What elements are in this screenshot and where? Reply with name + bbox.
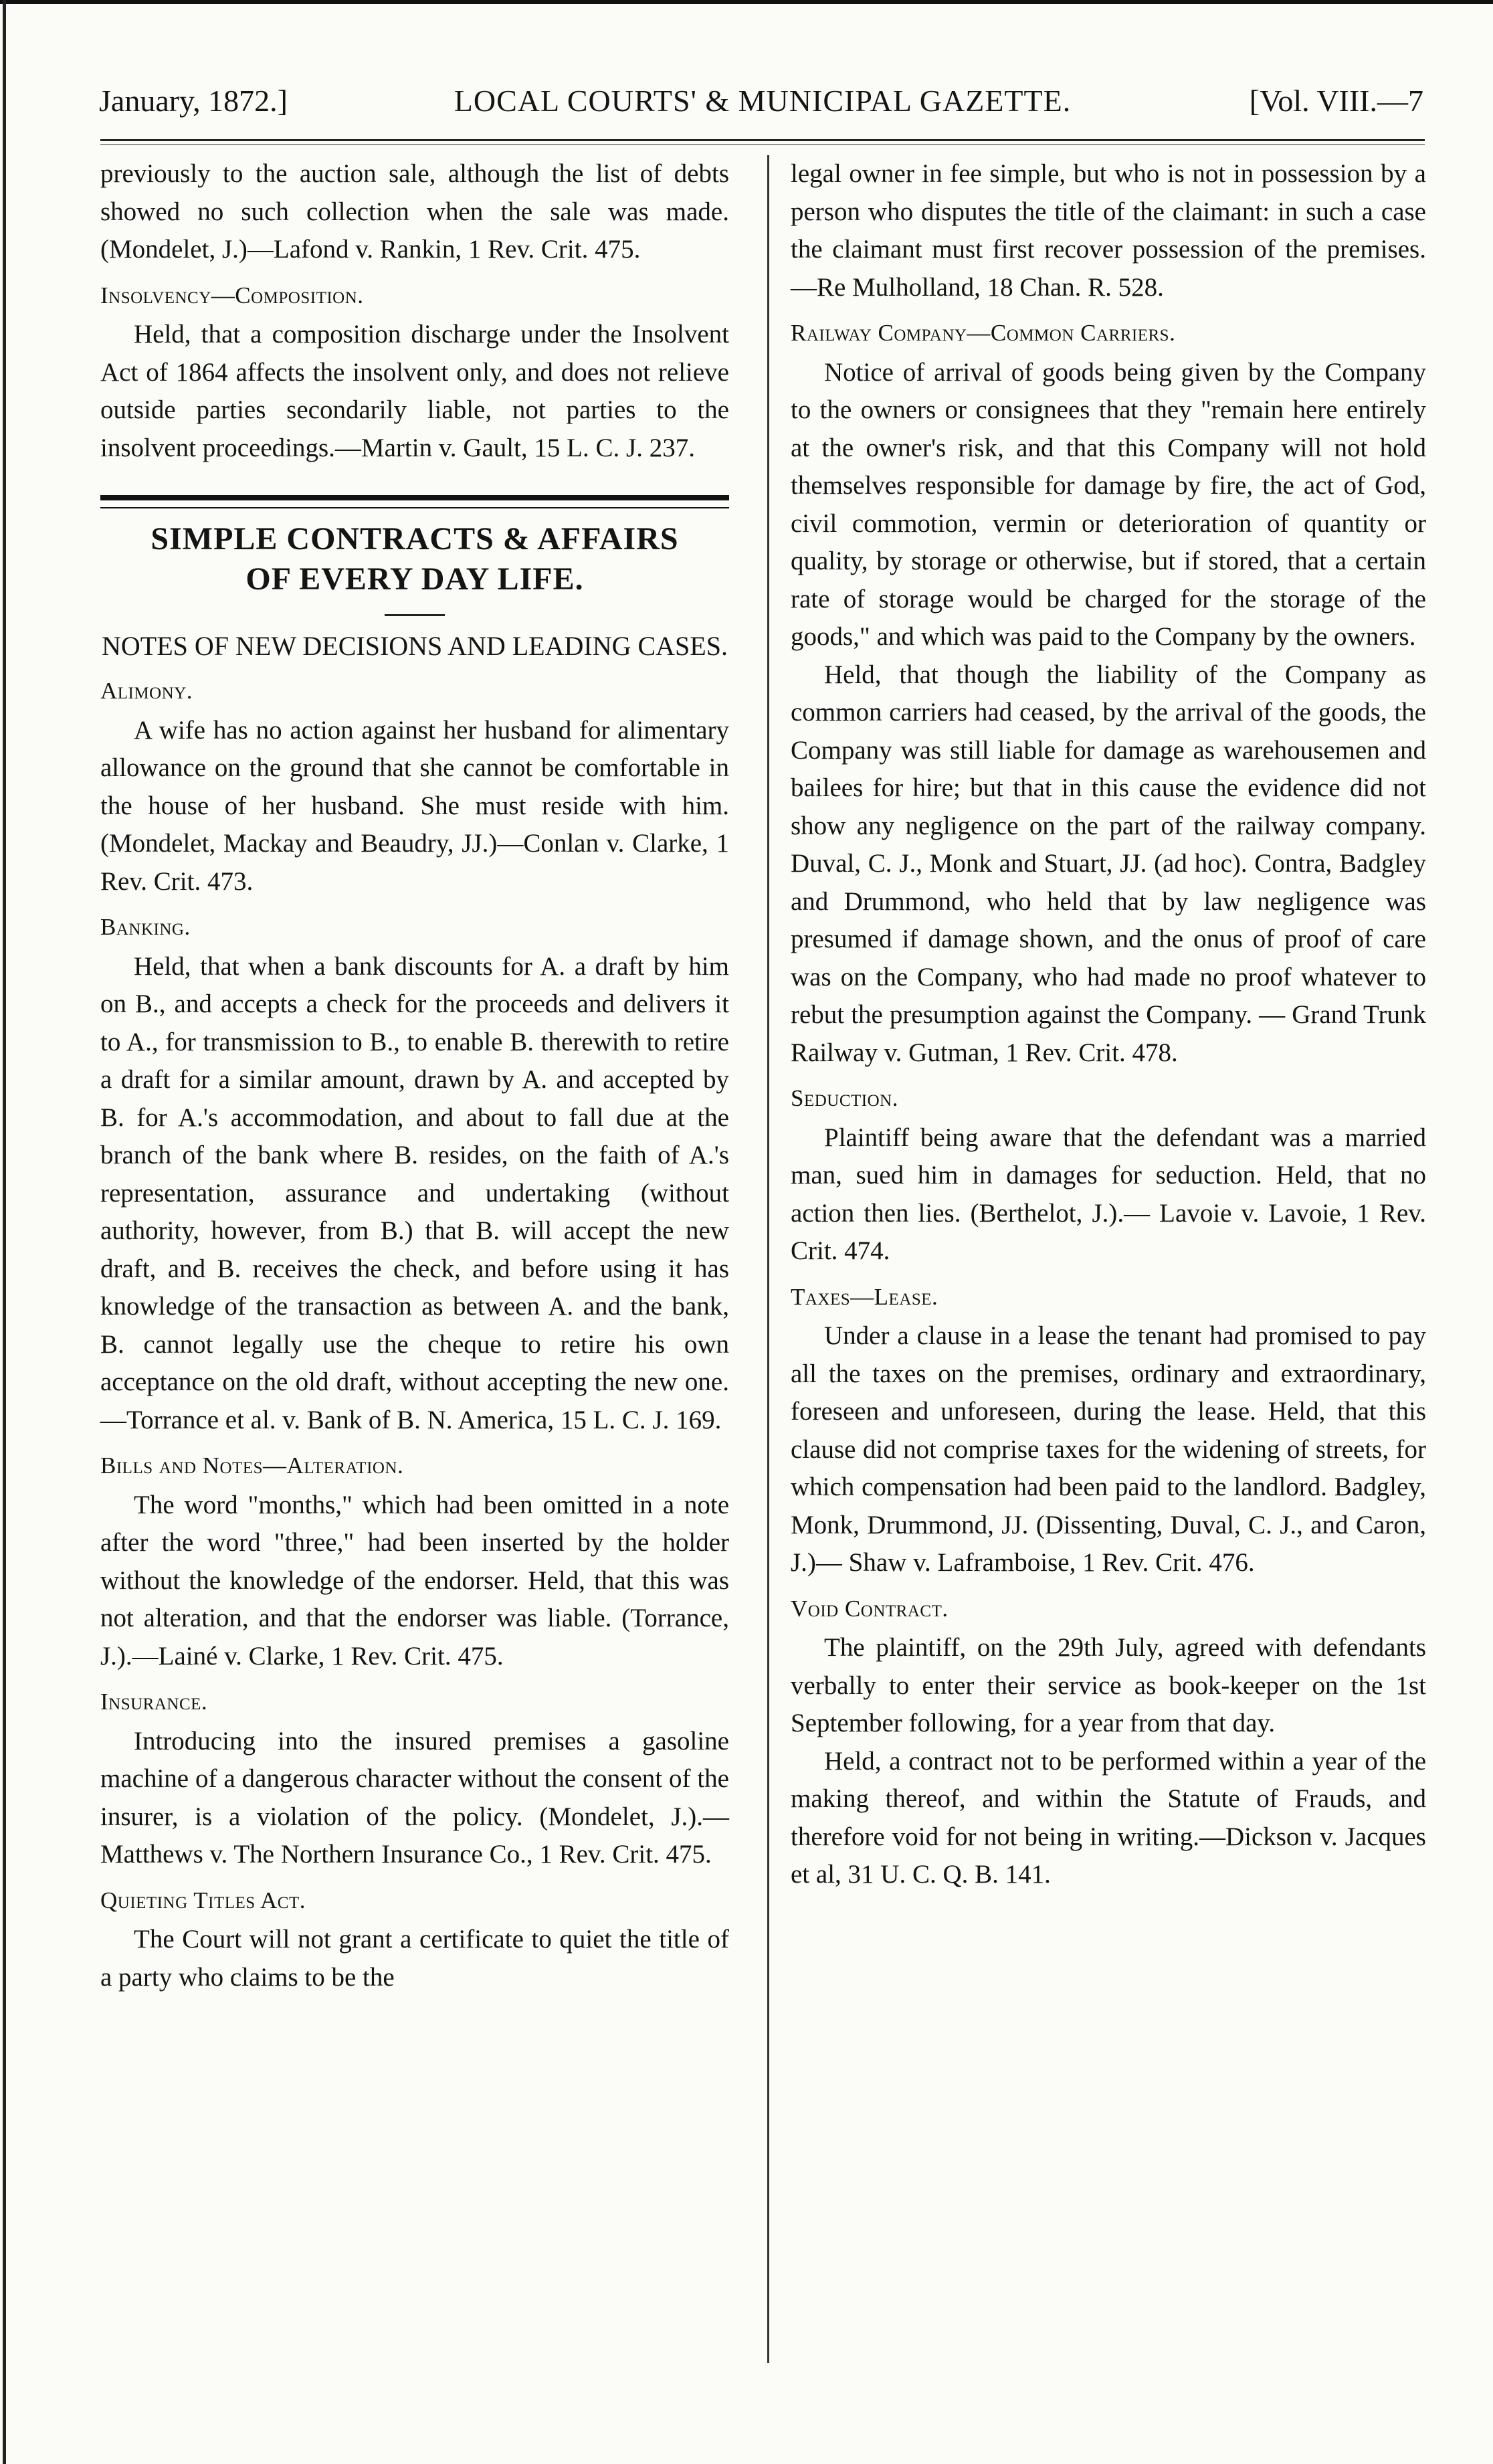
heading-taxes: Taxes—Lease. (791, 1283, 938, 1310)
railway-text-2: Held, that though the liability of the Company as common carriers had ceased, by the arrival of the goods, the Company was still liable for damage as warehousemen and bailees for hire; but that in this cause the evidence did not show any negligence on the part of the railway company. Duval, C. J., Monk and Stuart, JJ. (ad hoc). Contra, Badgley and Drummond, who held that by law negligence was presumed if damage shown, and the onus of proof of care was on the Company, who had made no proof whatever to rebut the presumption against the Company. — Grand Trunk Railway v. Gutman, 1 Rev. Crit. 478. (791, 660, 1426, 1067)
left-column (100, 155, 729, 1996)
quieting-text: The Court will not grant a certificate to quiet the title of a party who claims to be the (100, 1925, 729, 1992)
short-rule (385, 614, 445, 616)
insolvency-text: Held, that a composition discharge under the Insolvent Act of 1864 affects the insolvent only, and does not relieve outside parties secondarily liable, not parties to the insolvent proceedings.—Martin v. Gault, 15 L. C. J. 237. (100, 320, 729, 462)
header-volume: [Vol. VIII.—7 (1249, 84, 1423, 118)
railway-text-1: Notice of arrival of goods being given by the Company to the owners or consignees that they "remain here entirely at the owner's risk, and that this Company will not hold themselves responsible for damage by fire, the act of God, civil commotion, vermin or deterioration of quantity or quality, by storage or otherwise, but if stored, that a certain rate of storage would be charged for the storage of the goods," and which was paid to the Company by the owners. (791, 357, 1426, 651)
heading-alimony: Alimony. (100, 678, 193, 704)
insurance-text: Introducing into the insured premises a gasoline machine of a dangerous character without the consent of the insurer, is a violation of the policy. (Mondelet, J.).—Matthews v. The Northern Insurance Co., 1 Rev. Crit. 475. (100, 1726, 729, 1869)
heading-railway: Railway Company—Common Carriers. (791, 320, 1176, 346)
header-title: LOCAL COURTS' & MUNICIPAL GAZETTE. (454, 84, 1072, 118)
section-title (100, 519, 729, 599)
heading-void-contract: Void Contract. (791, 1595, 949, 1622)
page-edge-left (3, 0, 6, 2464)
intro-paragraph: previously to the auction sale, although the list of debts showed no such collection when the sale was made. (Mondelet, J.)—Lafond v. Rankin, 1 Rev. Crit. 475. (100, 159, 729, 264)
header-date: January, 1872.] (99, 84, 288, 118)
heading-insolvency: Insolvency—Composition. (100, 282, 364, 308)
void-text-2: Held, a contract not to be performed within a year of the making thereof, and within the Statute of Frauds, and therefore void for not being in writing.—Dickson v. Jacques et al, 31 U. C. Q. B. 141. (791, 1746, 1426, 1889)
heading-bills: Bills and Notes—Alteration. (100, 1452, 404, 1479)
heading-quieting: Quieting Titles Act. (100, 1887, 306, 1913)
heading-insurance: Insurance. (100, 1689, 208, 1715)
continuation-paragraph: legal owner in fee simple, but who is not in possession by a person who disputes the title of the claimant: in such a case the claimant must first recover possession of the premises. —Re Mulholland, 18 Chan. R. 528. (791, 159, 1426, 302)
header-rule-thick (100, 139, 1425, 141)
right-column (791, 155, 1426, 1894)
section-rule (100, 495, 729, 508)
heading-seduction: Seduction. (791, 1085, 898, 1111)
heading-banking: Banking. (100, 914, 191, 940)
page-edge-top (0, 0, 1493, 4)
alimony-text: A wife has no action against her husband for alimentary allowance on the ground that she cannot be comfortable in the house of her husband. She must reside with him. (Mondelet, Mackay and Beaudry, JJ.)—Conlan v. Clarke, 1 Rev. Crit. 473. (100, 715, 729, 896)
section-title-line2: OF EVERY DAY LIFE. (245, 561, 584, 597)
section-title-line1: SIMPLE CONTRACTS & AFFAIRS (151, 521, 679, 557)
section-subtitle: NOTES OF NEW DECISIONS AND LEADING CASES. (102, 631, 728, 661)
running-header (94, 80, 1431, 127)
bills-text: The word "months," which had been omitted in a note after the word "three," had been inserted by the holder without the knowledge of the endorser. Held, that this was not alteration, and that the endorser was liable. (Torrance, J.).—Lainé v. Clarke, 1 Rev. Crit. 475. (100, 1490, 729, 1671)
taxes-text: Under a clause in a lease the tenant had promised to pay all the taxes on the premises, ordinary and extraordinary, foreseen and unforeseen, during the lease. Held, that this clause did not comprise taxes for the widening of streets, for which compensation had been paid to the landlord. Badgley, Monk, Drummond, JJ. (Dissenting, Duval, C. J., and Caron, J.)— Shaw v. Laframboise, 1 Rev. Crit. 476. (791, 1321, 1426, 1577)
void-text-1: The plaintiff, on the 29th July, agreed with defendants verbally to enter their service as book-keeper on the 1st September following, for a year from that day. (791, 1633, 1426, 1737)
seduction-text: Plaintiff being aware that the defendant was a married man, sued him in damages for seduction. Held, that no action then lies. (Berthelot, J.).— Lavoie v. Lavoie, 1 Rev. Crit. 474. (791, 1123, 1426, 1265)
column-divider (767, 155, 769, 2363)
banking-text: Held, that when a bank discounts for A. a draft by him on B., and accepts a check for the proceeds and delivers it to A., for transmission to B., to enable B. therewith to retire a draft for a similar amount, drawn by A. and accepted by B. for A.'s accommodation, and about to fall due at the branch of the bank where B. resides, on the faith of A.'s representation, assurance and undertaking (without authority, however, from B.) that B. will accept the new draft, and B. receives the check, and before using it has knowledge of the transaction as between A. and the bank, B. cannot legally use the cheque to retire his own acceptance on the old draft, without accepting the new one.—Torrance et al. v. Bank of B. N. America, 15 L. C. J. 169. (100, 951, 729, 1434)
